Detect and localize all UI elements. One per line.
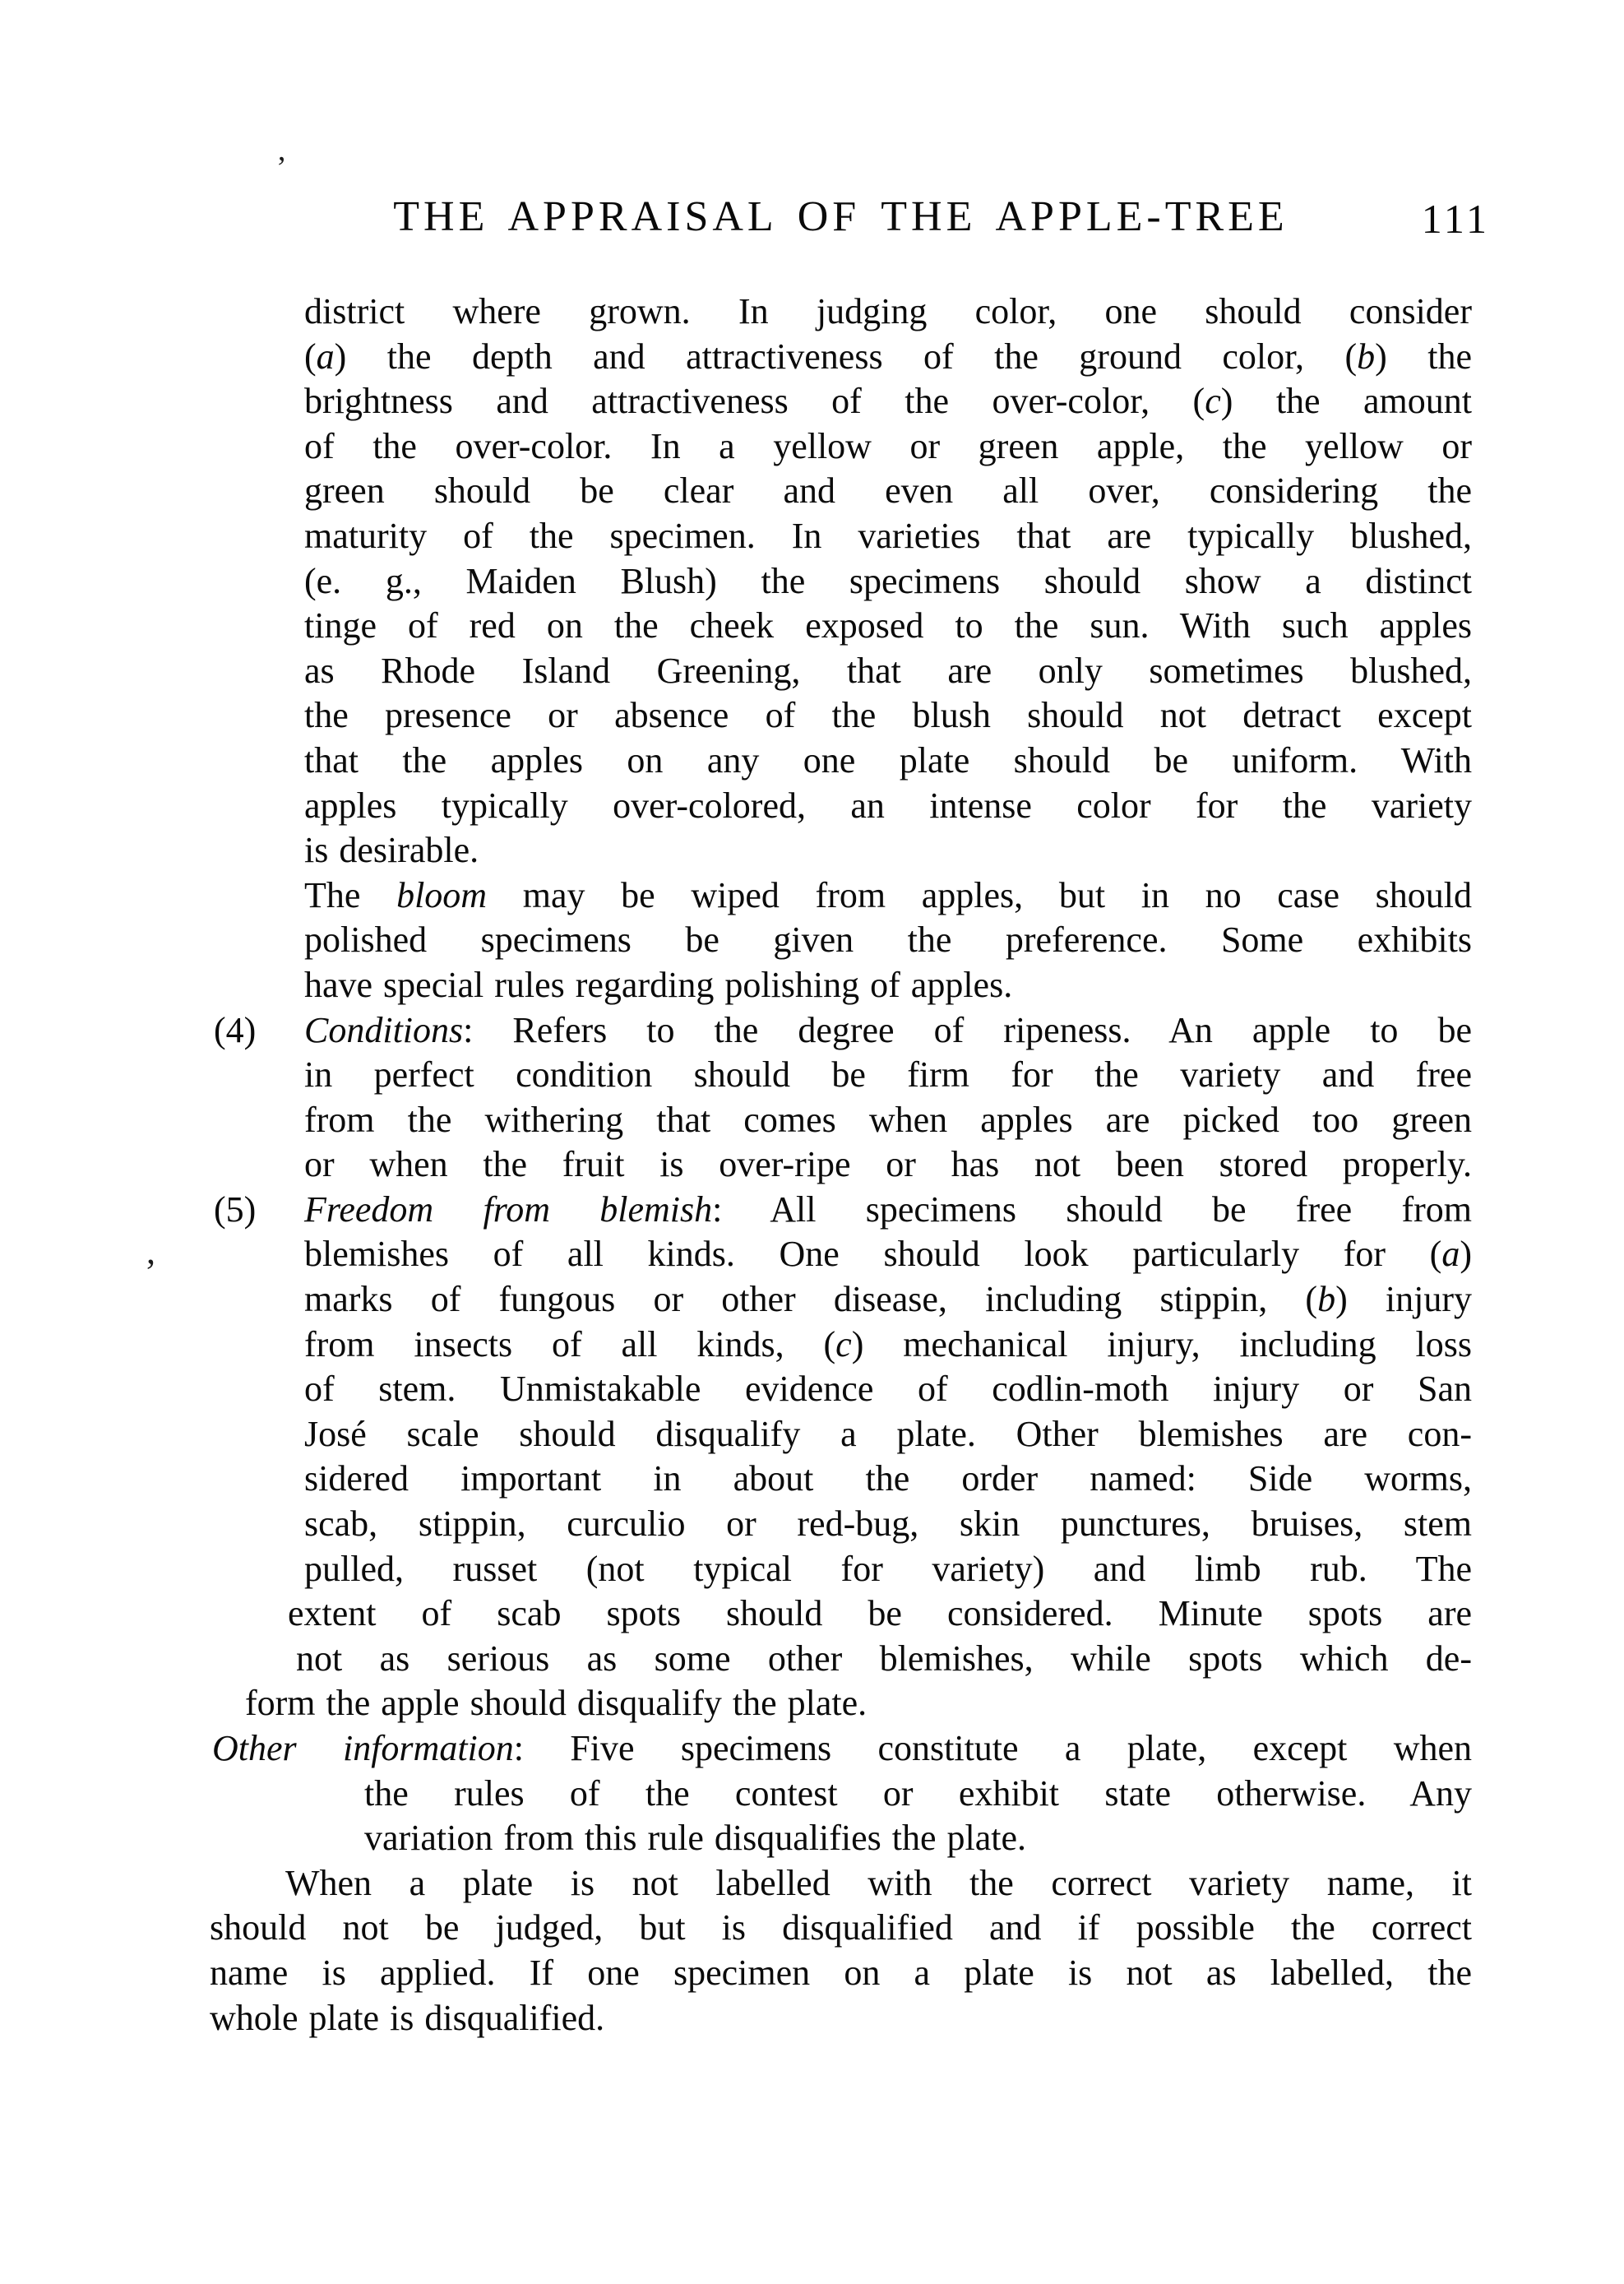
text-segment: When a plate is not labelled with the correct variety name, it — [285, 1862, 1472, 1903]
text-line — [304, 1142, 1472, 1188]
text-line — [304, 739, 1472, 784]
text-segment: maturity of the specimen. In varieties that are typically blushed, — [304, 515, 1472, 556]
text-line — [304, 1502, 1472, 1547]
text-line — [304, 784, 1472, 829]
text-segment: The — [304, 874, 397, 915]
text-segment: may be wiped from apples, but in no case should — [487, 874, 1472, 915]
text-segment: : Five specimens constitute a plate, except when — [513, 1728, 1473, 1768]
text-line — [364, 1772, 1472, 1817]
text-segment: ( — [304, 336, 317, 377]
text-segment: ) mechanical injury, including loss — [851, 1323, 1472, 1364]
text-segment: extent of scab spots should be considered. Minute spots are — [288, 1593, 1472, 1634]
text-segment: tinge of red on the cheek exposed to the sun. With such apples — [304, 605, 1472, 646]
text-line — [304, 469, 1472, 514]
text-segment: as Rhode Island Greening, that are only sometimes blushed, — [304, 650, 1472, 691]
text-segment: whole plate is disqualified. — [210, 1997, 605, 2038]
text-segment: form the apple should disqualify the plate. — [245, 1683, 868, 1724]
text-segment: that the apples on any one plate should be uniform. With — [304, 739, 1472, 781]
text-segment: from the withering that comes when apples are picked too green — [304, 1099, 1472, 1140]
text-line — [304, 559, 1472, 605]
text-segment: polished specimens be given the preference. Some exhibits — [304, 920, 1472, 961]
text-segment: the rules of the contest or exhibit state otherwise. Any — [364, 1772, 1472, 1814]
text-line — [304, 1412, 1472, 1457]
text-line — [212, 1726, 1472, 1772]
text-segment: marks of fungous or other disease, including stippin, ( — [304, 1279, 1318, 1320]
text-line — [304, 514, 1472, 559]
text-segment: ) the depth and attractiveness of the ground color, ( — [334, 336, 1358, 377]
text-line — [304, 873, 1472, 919]
text-line — [304, 963, 1472, 1008]
italic-text-segment: Conditions — [304, 1009, 464, 1050]
chapter-title: THE APPRAISAL OF THE APPLE-TREE — [393, 193, 1289, 240]
text-line — [304, 1053, 1472, 1098]
text-line — [210, 1996, 1472, 2041]
text-line — [214, 1188, 1472, 1233]
italic-text-segment: c — [1205, 381, 1221, 422]
text-segment: or when the fruit is over-ripe or has not been stored properly. — [304, 1144, 1472, 1185]
text-line — [304, 1367, 1472, 1412]
text-segment: not as serious as some other blemishes, while spots which de- — [296, 1638, 1472, 1679]
text-line — [304, 918, 1472, 963]
text-line — [304, 828, 1472, 873]
italic-text-segment: Other information — [212, 1728, 514, 1768]
text-line — [304, 693, 1472, 739]
text-line — [210, 1906, 1472, 1951]
text-segment: is desirable. — [304, 830, 479, 871]
text-line — [304, 379, 1472, 424]
text-line — [304, 604, 1472, 649]
text-segment: from insects of all kinds, ( — [304, 1323, 836, 1364]
italic-text-segment: a — [1441, 1234, 1460, 1275]
text-segment: apples typically over-colored, an intense color for the variety — [304, 785, 1472, 826]
text-line — [364, 1816, 1472, 1861]
italic-text-segment: b — [1317, 1279, 1336, 1320]
text-line — [304, 1098, 1472, 1143]
text-line — [304, 649, 1472, 694]
text-segment: green should be clear and even all over, considering the — [304, 470, 1472, 512]
text-segment: name is applied. If one specimen on a plate is not as labelled, the — [210, 1952, 1472, 1993]
running-head — [210, 192, 1490, 245]
text-segment: blemishes of all kinds. One should look particularly for ( — [304, 1234, 1442, 1275]
text-line — [214, 1008, 1472, 1054]
text-line — [304, 335, 1472, 380]
text-segment: brightness and attractiveness of the over-color, ( — [304, 381, 1205, 422]
text-segment: ) — [1460, 1234, 1472, 1275]
text-line — [304, 1547, 1472, 1592]
text-segment: José scale should disqualify a plate. Other blemishes are con- — [304, 1413, 1472, 1454]
italic-text-segment: a — [316, 336, 335, 377]
text-line — [304, 1277, 1472, 1323]
text-segment: should not be judged, but is disqualified and if possible the correct — [210, 1907, 1472, 1948]
italic-text-segment: bloom — [396, 874, 488, 915]
text-line — [304, 1457, 1472, 1502]
text-line — [210, 1951, 1472, 1996]
text-line — [296, 1637, 1472, 1682]
text-block — [210, 290, 1472, 2041]
text-segment: of the over-color. In a yellow or green apple, the yellow or — [304, 425, 1472, 466]
page-number: 111 — [1421, 196, 1490, 242]
text-segment: ) the — [1375, 336, 1472, 377]
text-segment: the presence or absence of the blush should not detract except — [304, 695, 1472, 736]
text-line — [304, 424, 1472, 470]
text-segment: in perfect condition should be firm for the variety and free — [304, 1054, 1472, 1096]
italic-text-segment: b — [1357, 336, 1376, 377]
text-segment: (e. g., Maiden Blush) the specimens should show a distinct — [304, 560, 1472, 601]
text-segment: : Refers to the degree of ripeness. An apple to be — [463, 1009, 1472, 1050]
italic-text-segment: c — [835, 1323, 852, 1364]
text-segment: have special rules regarding polishing of apples. — [304, 964, 1013, 1005]
text-segment: pulled, russet (not typical for variety) and limb rub. The — [304, 1548, 1472, 1589]
text-line — [288, 1591, 1472, 1637]
text-line — [304, 1323, 1472, 1368]
text-line — [245, 1681, 1472, 1726]
text-segment: scab, stippin, curculio or red-bug, skin punctures, bruises, stem — [304, 1503, 1472, 1545]
text-segment: : All specimens should be free from — [712, 1188, 1472, 1230]
list-item-number: (5) — [214, 1188, 257, 1230]
text-segment: sidered important in about the order named: Side worms, — [304, 1458, 1472, 1499]
text-segment: ) the amount — [1220, 381, 1472, 422]
text-line — [210, 1861, 1472, 1906]
text-line — [304, 290, 1472, 335]
text-segment: variation from this rule disqualifies the plate. — [364, 1818, 1027, 1859]
stray-ink-mark: ’ — [276, 151, 287, 185]
text-segment: ) injury — [1335, 1279, 1472, 1320]
italic-text-segment: Freedom from blemish — [304, 1188, 713, 1230]
text-segment: district where grown. In judging color, one should consider — [304, 291, 1472, 331]
text-segment: of stem. Unmistakable evidence of codlin-moth injury or San — [304, 1369, 1472, 1410]
list-item-number: (4) — [214, 1009, 257, 1050]
text-line — [304, 1232, 1472, 1277]
stray-ink-mark: , — [146, 1231, 155, 1272]
